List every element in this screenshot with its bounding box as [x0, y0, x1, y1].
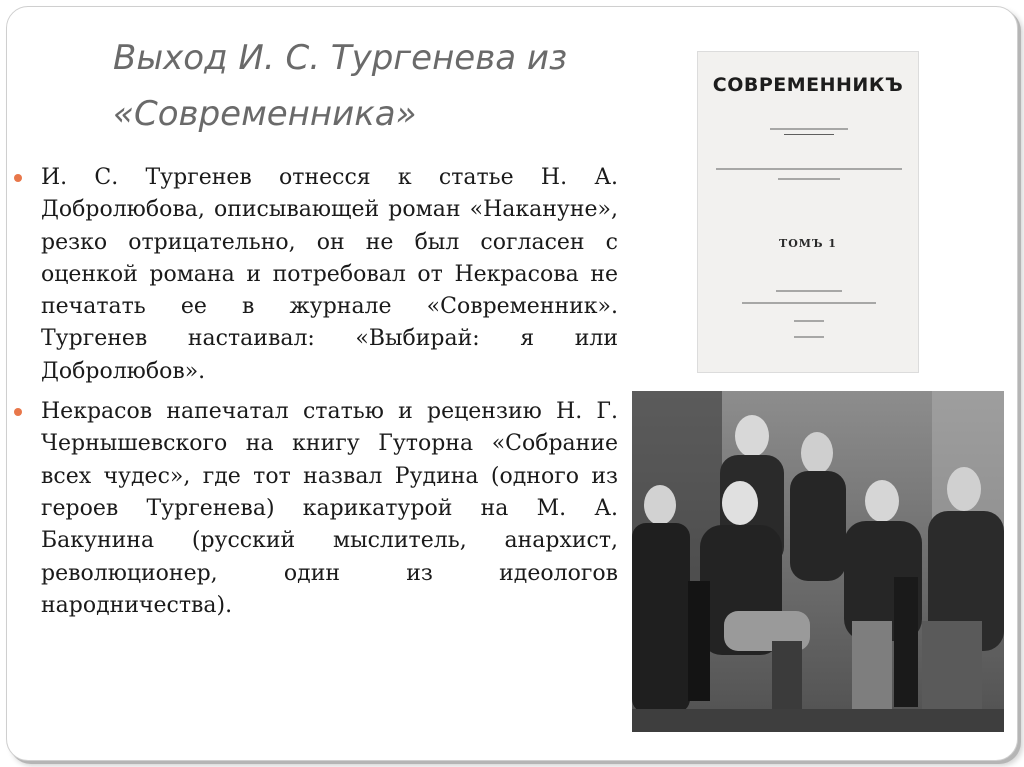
cover-text-line [794, 336, 824, 338]
cover-text-line [716, 168, 902, 170]
bullet-line: «Накануне», резко отрицательно, он не [41, 197, 619, 255]
group-portrait-drawing [632, 391, 1004, 732]
bullet-list [12, 162, 618, 630]
journal-cover-image [697, 51, 919, 373]
bullet-dot-icon [14, 174, 22, 182]
journal-cover-volume: ТОМЪ 1 [779, 237, 837, 250]
bullet-line: настаивал: «Выбирай: я или [187, 326, 618, 352]
bullet-item [12, 396, 618, 622]
bullet-text [41, 399, 618, 618]
title-line-1: Выход И. С. Тургенева из [113, 38, 568, 78]
bullet-line: революционер, один из идеологов [41, 560, 618, 586]
cover-text-line [776, 290, 842, 292]
bullet-line: народничества). [41, 592, 233, 618]
bullet-line: Рудина (одного из героев Тургенева) [41, 463, 619, 521]
cover-text-line [770, 128, 848, 130]
bullet-line: карикатурой на М. А. Бакунина [41, 495, 618, 554]
cover-text-line [794, 320, 824, 322]
slide-title [113, 30, 673, 142]
journal-cover-title: СОВРЕМЕННИКЪ [712, 74, 904, 96]
bullet-line: в журнале «Современник». Тургенев [41, 294, 619, 352]
bullet-line: (русский мыслитель, анархист, [191, 528, 618, 554]
bullet-line: Добролюбова, описывающей роман [41, 197, 461, 223]
cover-text-line [778, 178, 840, 180]
bullet-line: был согласен с оценкой романа и [41, 229, 618, 287]
bullet-line: Некрасов напечатал статью и рецензию [41, 399, 542, 425]
bullet-line: потребовал от Некрасова не печатать ее [41, 261, 619, 320]
bullet-line: Добролюбов». [41, 358, 206, 384]
group-portrait-photo [632, 391, 1004, 732]
title-line-2: «Современника» [113, 94, 417, 134]
bullet-item [12, 162, 618, 388]
bullet-line: Н. Г. Чернышевского на книгу Гуторна [41, 399, 618, 457]
cover-rule [784, 134, 834, 135]
bullet-line: И. С. Тургенев отнесся к статье Н. А. [41, 165, 618, 190]
bullet-line: «Собрание всех чудес», где тот назвал [41, 431, 619, 489]
cover-text-line [742, 302, 876, 304]
bullet-dot-icon [14, 408, 22, 416]
bullet-text [41, 165, 618, 384]
